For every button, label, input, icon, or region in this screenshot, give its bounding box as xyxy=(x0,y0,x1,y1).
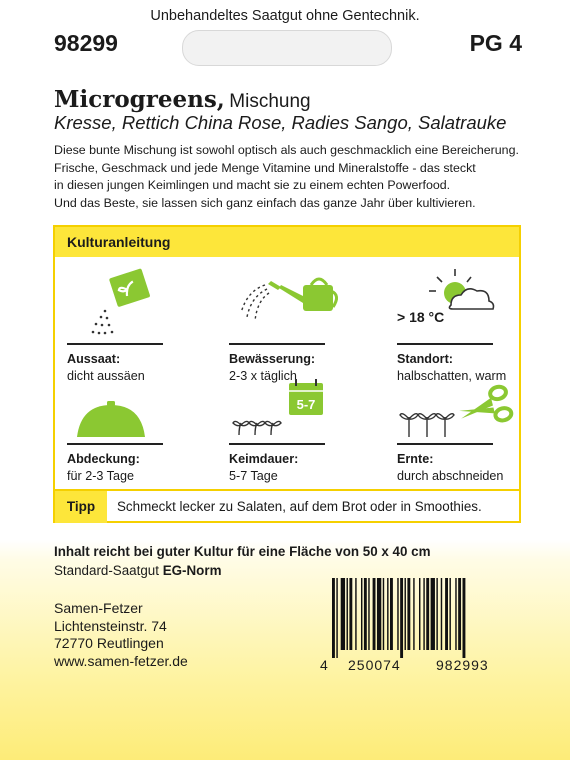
divider xyxy=(229,343,325,345)
divider xyxy=(397,343,493,345)
seed-standard-norm: EG-Norm xyxy=(162,563,222,578)
barcode-bar xyxy=(397,578,398,650)
tip-row xyxy=(55,489,519,523)
barcode-bar xyxy=(445,578,448,650)
guide-item-location xyxy=(397,267,547,382)
item-label: Abdeckung: xyxy=(67,452,140,466)
coverage-note: Inhalt reicht bei guter Kultur für eine Fläche von 50 x 40 cm xyxy=(54,544,431,559)
packet-group: PG 4 xyxy=(469,30,522,56)
description-line: Und das Beste, sie lassen sich ganz einfach das ganze Jahr über kultivieren. xyxy=(54,195,476,210)
barcode-bar xyxy=(332,578,335,658)
watering-can-icon xyxy=(229,267,349,343)
variety-list: Kresse, Rettich China Rose, Radies Sango, Salatrauke xyxy=(54,112,507,133)
barcode-bar xyxy=(458,578,461,650)
seed-standard xyxy=(54,563,221,578)
barcode-bar xyxy=(423,578,424,650)
item-label: Keimdauer: xyxy=(229,452,299,466)
seed-standard-prefix: Standard-Saatgut xyxy=(54,563,159,578)
item-value: für 2-3 Tage xyxy=(67,469,134,483)
barcode-bar xyxy=(368,578,369,650)
barcode-digits-right: 982993 xyxy=(436,657,489,673)
barcode-bar xyxy=(387,578,388,650)
tip-text: Schmeckt lecker zu Salaten, auf dem Brot oder in Smoothies. xyxy=(117,499,482,514)
barcode xyxy=(330,578,520,658)
description-line: Frische, Geschmack und jede Menge Vitamine und Mineralstoffe - das steckt xyxy=(54,160,476,175)
product-description xyxy=(54,142,524,212)
guide-item-germination xyxy=(229,367,379,482)
barcode-bar xyxy=(390,578,393,650)
barcode-bar xyxy=(349,578,352,650)
barcode-bar xyxy=(347,578,348,650)
item-value: dicht aussäen xyxy=(67,369,145,383)
barcode-bar xyxy=(361,578,362,650)
item-label: Aussaat: xyxy=(67,352,121,366)
item-label: Standort: xyxy=(397,352,453,366)
product-title xyxy=(54,86,311,113)
temperature: > 18 °C xyxy=(397,309,445,325)
article-number: 98299 xyxy=(54,30,118,56)
barcode-bar xyxy=(377,578,381,650)
divider xyxy=(67,443,163,445)
barcode-bar xyxy=(405,578,406,650)
item-value: durch abschneiden xyxy=(397,469,504,483)
barcode-bar xyxy=(431,578,435,650)
barcode-bar xyxy=(441,578,442,650)
guide-item-cover xyxy=(67,367,217,482)
divider xyxy=(397,443,493,445)
barcode-bar xyxy=(407,578,410,650)
description-line: in diesen jungen Keimlingen und macht sie zu einem echten Powerfood. xyxy=(54,178,451,192)
barcode-bar xyxy=(413,578,414,650)
cover-dome-icon xyxy=(67,367,187,443)
guide-item-harvest xyxy=(397,367,547,482)
item-value: 2-3 x täglich xyxy=(229,369,297,383)
item-label: Ernte: xyxy=(397,452,434,466)
guide-item-sowing xyxy=(67,267,217,382)
barcode-bar xyxy=(449,578,450,650)
tip-label: Tipp xyxy=(55,491,107,523)
item-value: 5-7 Tage xyxy=(229,469,278,483)
calendar-sprouts-icon xyxy=(229,367,349,443)
seed-packet-icon xyxy=(67,267,187,343)
barcode-bar xyxy=(341,578,345,650)
barcode-bar xyxy=(463,578,466,658)
cultivation-guide xyxy=(53,225,521,523)
guide-heading: Kulturanleitung xyxy=(55,227,519,257)
barcode-bar xyxy=(383,578,384,650)
item-label: Bewässerung: xyxy=(229,352,316,366)
barcode-bar xyxy=(455,578,456,650)
barcode-bar xyxy=(419,578,420,650)
barcode-bar xyxy=(373,578,376,650)
calendar-label: 5-7 xyxy=(296,397,316,412)
company-name: Samen-Fetzer xyxy=(54,600,143,616)
barcode-bar xyxy=(355,578,356,650)
product-subtitle: Mischung xyxy=(229,91,311,112)
barcode-bar xyxy=(364,578,367,650)
gmo-free-note: Unbehandeltes Saatgut ohne Gentechnik. xyxy=(150,8,420,24)
product-name: Microgreens, xyxy=(54,86,225,113)
sun-cloud-icon xyxy=(397,267,517,343)
barcode-digits-left: 250074 xyxy=(348,657,401,673)
barcode-bar xyxy=(436,578,437,650)
website: www.samen-fetzer.de xyxy=(54,652,188,669)
scissors-sprouts-icon xyxy=(397,367,517,443)
barcode-bar xyxy=(400,578,403,658)
street: Lichtensteinstr. 74 xyxy=(54,617,167,634)
divider xyxy=(67,343,163,345)
barcode-digit-lead: 4 xyxy=(320,657,329,673)
divider xyxy=(229,443,325,445)
hanging-slot xyxy=(182,30,392,66)
guide-item-watering xyxy=(229,267,379,382)
barcode-bar xyxy=(426,578,429,650)
item-value: halbschatten, warm xyxy=(397,369,507,383)
barcode-bar xyxy=(336,578,337,658)
city: 72770 Reutlingen xyxy=(54,635,164,651)
description-line: Diese bunte Mischung ist sowohl optisch als auch geschmacklich eine Bereicherung. xyxy=(54,143,519,157)
company-address xyxy=(54,600,188,670)
